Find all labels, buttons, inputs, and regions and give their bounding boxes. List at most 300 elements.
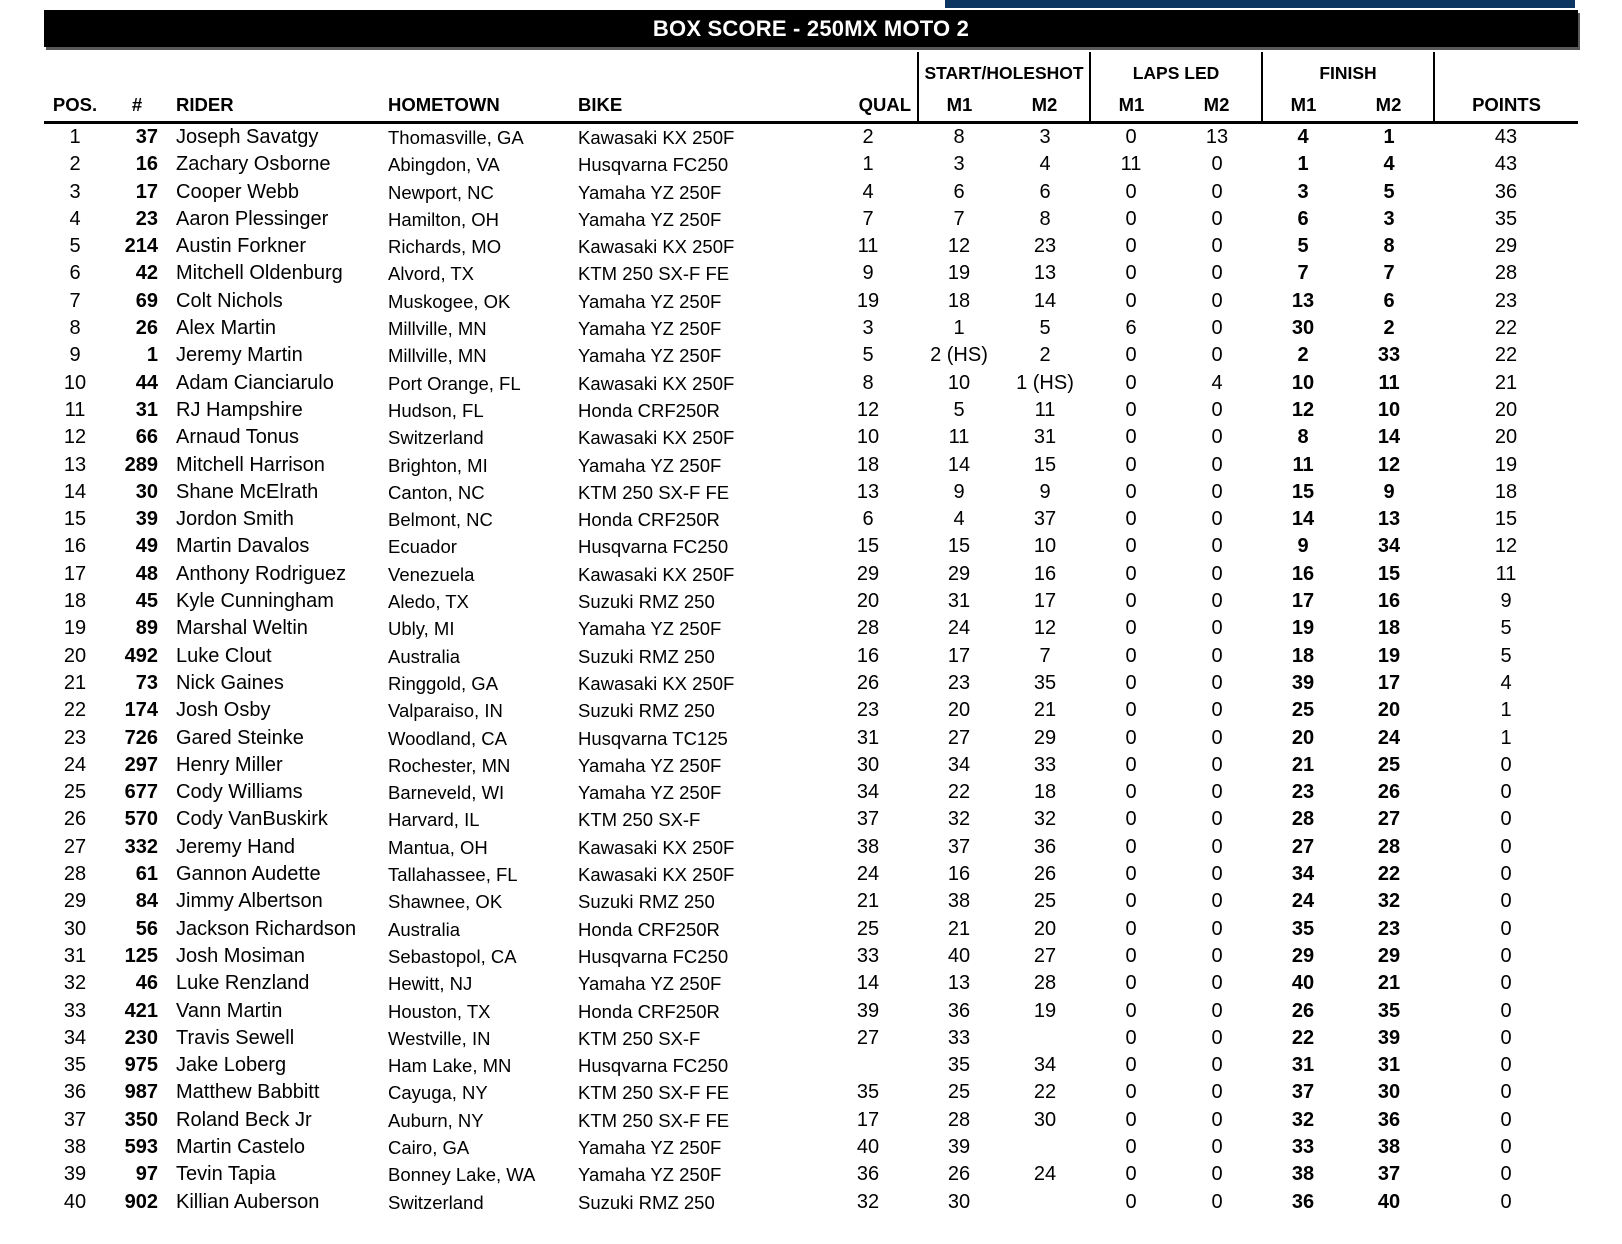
cell-pos: 36 <box>63 1081 87 1104</box>
table-row <box>44 1161 1578 1188</box>
cell-rider: Matthew Babbitt <box>176 1081 320 1104</box>
cell-number: 73 <box>135 671 158 694</box>
cell-finish-m1: 11 <box>1292 453 1314 476</box>
cell-rider: Jeremy Martin <box>176 344 303 367</box>
cell-hometown: Richards, MO <box>388 236 502 258</box>
cell-bike: Husqvarna FC250 <box>578 1055 729 1077</box>
cell-laps-m2: 0 <box>1211 426 1223 449</box>
page-title: BOX SCORE - 250MX MOTO 2 <box>652 15 970 41</box>
cell-laps-m2: 0 <box>1211 480 1223 503</box>
cell-hometown: Westville, IN <box>388 1027 491 1049</box>
cell-hometown: Cairo, GA <box>388 1136 470 1158</box>
cell-bike: Husqvarna FC250 <box>578 945 729 967</box>
cell-finish-m1: 4 <box>1297 126 1309 148</box>
cell-laps-m2: 0 <box>1211 1108 1223 1131</box>
cell-laps-m1: 0 <box>1125 726 1137 749</box>
cell-pos: 24 <box>63 753 87 776</box>
table-row <box>44 397 1578 424</box>
table-row <box>44 151 1578 178</box>
cell-bike: Suzuki RMZ 250 <box>578 591 715 613</box>
cell-laps-m2: 0 <box>1211 180 1223 203</box>
cell-bike: Suzuki RMZ 250 <box>578 891 715 913</box>
cell-rider: Mitchell Oldenburg <box>176 262 343 285</box>
cell-number: 30 <box>135 480 158 503</box>
cell-laps-m2: 0 <box>1211 562 1223 585</box>
cell-start-m2: 10 <box>1033 535 1057 558</box>
cell-laps-m1: 0 <box>1125 180 1137 203</box>
cell-bike: Yamaha YZ 250F <box>578 1164 722 1186</box>
cell-finish-m2: 6 <box>1383 289 1395 312</box>
cell-finish-m1: 10 <box>1291 371 1315 394</box>
cell-points: 43 <box>1494 153 1518 176</box>
cell-start-m2: 13 <box>1033 262 1057 285</box>
cell-hometown: Australia <box>388 645 460 667</box>
cell-points: 20 <box>1494 426 1518 449</box>
cell-number: 174 <box>124 699 158 722</box>
cell-finish-m1: 15 <box>1291 480 1315 503</box>
cell-qual: 6 <box>862 508 874 531</box>
cell-finish-m1: 8 <box>1297 426 1309 449</box>
cell-number: 84 <box>135 890 158 913</box>
cell-laps-m1: 0 <box>1125 1081 1137 1104</box>
cell-finish-m2: 1 <box>1383 126 1395 148</box>
cell-start-m2: 17 <box>1033 590 1057 613</box>
cell-hometown: Aledo, TX <box>388 591 469 613</box>
cell-start-m1: 17 <box>947 644 971 667</box>
cell-start-m2: 25 <box>1033 890 1057 913</box>
table-head <box>44 52 1578 123</box>
cell-bike: Honda CRF250R <box>578 1000 720 1022</box>
cell-points: 0 <box>1500 890 1512 913</box>
cell-pos: 27 <box>63 835 87 858</box>
cell-pos: 23 <box>63 726 87 749</box>
cell-start-m1: 36 <box>947 999 971 1022</box>
cell-qual: 3 <box>862 317 874 340</box>
table-row <box>44 1025 1578 1052</box>
cell-hometown: Harvard, IL <box>388 809 480 831</box>
top-accent-strip <box>945 0 1575 8</box>
table-row <box>44 1107 1578 1134</box>
cell-finish-m2: 27 <box>1377 808 1401 831</box>
cell-laps-m1: 0 <box>1125 235 1137 258</box>
cell-finish-m2: 34 <box>1377 535 1401 558</box>
cell-start-m2: 18 <box>1033 781 1057 804</box>
cell-hometown: Bonney Lake, WA <box>388 1164 536 1186</box>
cell-laps-m1: 0 <box>1125 289 1137 312</box>
cell-laps-m2: 13 <box>1205 126 1229 148</box>
cell-pos: 13 <box>63 453 87 476</box>
table-row <box>44 424 1578 451</box>
cell-number: 492 <box>124 644 158 667</box>
cell-qual: 35 <box>856 1081 880 1104</box>
cell-hometown: Rochester, MN <box>388 754 511 776</box>
cell-start-m1: 27 <box>947 726 971 749</box>
cell-bike: KTM 250 SX-F FE <box>578 481 730 503</box>
cell-laps-m1: 0 <box>1125 508 1137 531</box>
cell-hometown: Hudson, FL <box>388 399 484 421</box>
cell-finish-m1: 35 <box>1291 917 1315 940</box>
cell-finish-m2: 14 <box>1377 426 1401 449</box>
cell-number: 421 <box>124 999 158 1022</box>
cell-qual: 9 <box>862 262 874 285</box>
cell-bike: Honda CRF250R <box>578 399 720 421</box>
cell-rider: Josh Osby <box>176 699 271 722</box>
cell-number: 570 <box>124 808 158 831</box>
cell-finish-m2: 5 <box>1383 180 1395 203</box>
cell-hometown: Cayuga, NY <box>388 1082 488 1104</box>
cell-rider: Jake Loberg <box>176 1054 287 1077</box>
cell-finish-m2: 10 <box>1377 398 1401 421</box>
cell-laps-m1: 0 <box>1125 917 1137 940</box>
cell-laps-m1: 0 <box>1125 890 1137 913</box>
cell-number: 48 <box>135 562 158 585</box>
cell-points: 0 <box>1500 999 1512 1022</box>
cell-finish-m1: 2 <box>1297 344 1309 367</box>
cell-qual: 10 <box>856 426 880 449</box>
cell-number: 17 <box>135 180 158 203</box>
cell-points: 0 <box>1500 1135 1512 1158</box>
cell-start-m2: 37 <box>1033 508 1057 531</box>
table-row <box>44 1134 1578 1161</box>
cell-hometown: Valparaiso, IN <box>388 700 503 722</box>
cell-points: 18 <box>1494 480 1518 503</box>
cell-pos: 38 <box>63 1135 87 1158</box>
cell-start-m1: 20 <box>947 699 971 722</box>
cell-laps-m2: 4 <box>1211 371 1223 394</box>
cell-pos: 11 <box>64 398 86 421</box>
table-row <box>44 370 1578 397</box>
cell-rider: Josh Mosiman <box>176 944 305 967</box>
cell-number: 289 <box>124 453 158 476</box>
cell-qual: 36 <box>856 1163 880 1186</box>
cell-qual: 26 <box>856 671 880 694</box>
cell-points: 0 <box>1500 863 1512 886</box>
cell-points: 4 <box>1500 671 1512 694</box>
cell-rider: Adam Cianciarulo <box>176 371 334 394</box>
cell-points: 0 <box>1500 944 1512 967</box>
cell-hometown: Abingdon, VA <box>388 154 500 176</box>
group-spacer-bike <box>578 52 818 86</box>
cell-bike: Suzuki RMZ 250 <box>578 645 715 667</box>
cell-laps-m1: 0 <box>1125 398 1137 421</box>
cell-bike: Yamaha YZ 250F <box>578 973 722 995</box>
column-header-laps-m2: M2 <box>1172 86 1262 123</box>
cell-start-m2: 28 <box>1033 972 1057 995</box>
cell-start-m1: 2 (HS) <box>930 344 988 367</box>
cell-pos: 33 <box>63 999 87 1022</box>
cell-qual: 29 <box>856 562 880 585</box>
cell-start-m2: 33 <box>1033 753 1057 776</box>
cell-points: 0 <box>1500 1054 1512 1077</box>
cell-rider: Aaron Plessinger <box>176 207 329 230</box>
cell-start-m2: 5 <box>1039 317 1051 340</box>
cell-start-m1: 31 <box>947 590 971 613</box>
cell-finish-m2: 17 <box>1377 671 1401 694</box>
cell-bike: Kawasaki KX 250F <box>578 864 735 886</box>
cell-pos: 31 <box>63 944 87 967</box>
cell-start-m1: 24 <box>947 617 971 640</box>
cell-finish-m1: 31 <box>1291 1054 1315 1077</box>
table-row <box>44 533 1578 560</box>
cell-number: 593 <box>124 1135 158 1158</box>
cell-laps-m1: 0 <box>1125 1108 1137 1131</box>
cell-qual: 27 <box>856 1026 880 1049</box>
cell-start-m2: 2 <box>1039 344 1051 367</box>
cell-start-m1: 18 <box>947 289 971 312</box>
cell-finish-m1: 39 <box>1291 671 1315 694</box>
cell-qual: 21 <box>856 890 880 913</box>
cell-pos: 16 <box>63 535 87 558</box>
cell-finish-m2: 2 <box>1383 317 1395 340</box>
cell-start-m2 <box>1000 1189 1090 1216</box>
table-row <box>44 233 1578 260</box>
cell-finish-m1: 18 <box>1291 644 1315 667</box>
cell-laps-m2: 0 <box>1211 1054 1223 1077</box>
table-row <box>44 342 1578 369</box>
cell-laps-m1: 0 <box>1125 426 1137 449</box>
cell-number: 31 <box>135 398 158 421</box>
cell-points: 1 <box>1500 726 1512 749</box>
cell-laps-m1: 0 <box>1125 1026 1137 1049</box>
cell-bike: Kawasaki KX 250F <box>578 372 735 394</box>
table-row <box>44 315 1578 342</box>
cell-qual: 38 <box>856 835 880 858</box>
cell-finish-m1: 9 <box>1297 535 1309 558</box>
cell-finish-m1: 29 <box>1291 944 1315 967</box>
cell-start-m1: 10 <box>947 371 971 394</box>
cell-finish-m2: 18 <box>1377 617 1401 640</box>
cell-laps-m2: 0 <box>1211 398 1223 421</box>
cell-rider: Henry Miller <box>176 753 283 776</box>
cell-rider: Jeremy Hand <box>176 835 295 858</box>
table-body <box>44 123 1578 1216</box>
table-row <box>44 643 1578 670</box>
cell-finish-m2: 32 <box>1377 890 1401 913</box>
cell-start-m1: 40 <box>947 944 971 967</box>
cell-laps-m1: 0 <box>1125 535 1137 558</box>
cell-qual: 12 <box>856 398 880 421</box>
cell-start-m1: 28 <box>947 1108 971 1131</box>
cell-rider: Martin Castelo <box>176 1135 305 1158</box>
cell-start-m1: 11 <box>948 426 970 449</box>
cell-hometown: Australia <box>388 918 460 940</box>
cell-finish-m2: 38 <box>1377 1135 1401 1158</box>
cell-finish-m2: 8 <box>1383 235 1395 258</box>
cell-laps-m2: 0 <box>1211 944 1223 967</box>
cell-hometown: Switzerland <box>388 427 484 449</box>
cell-laps-m2: 0 <box>1211 317 1223 340</box>
cell-start-m1: 6 <box>953 180 965 203</box>
cell-finish-m2: 4 <box>1383 153 1395 176</box>
cell-start-m2: 22 <box>1033 1081 1057 1104</box>
group-header-row <box>44 52 1578 86</box>
cell-laps-m1: 0 <box>1125 1135 1137 1158</box>
column-header-rider: RIDER <box>168 86 388 123</box>
cell-finish-m2: 20 <box>1377 699 1401 722</box>
cell-laps-m2: 0 <box>1211 1163 1223 1186</box>
cell-points: 11 <box>1495 562 1517 585</box>
cell-laps-m2: 0 <box>1211 453 1223 476</box>
cell-finish-m2: 33 <box>1377 344 1401 367</box>
table-row <box>44 506 1578 533</box>
column-header-finish-m1: M1 <box>1262 86 1344 123</box>
cell-laps-m1: 0 <box>1125 590 1137 613</box>
cell-finish-m1: 21 <box>1291 753 1315 776</box>
cell-rider: Marshal Weltin <box>176 617 308 640</box>
cell-qual: 13 <box>856 480 880 503</box>
cell-rider: Alex Martin <box>176 317 277 340</box>
cell-rider: Killian Auberson <box>176 1190 320 1213</box>
cell-finish-m1: 3 <box>1297 180 1309 203</box>
cell-hometown: Barneveld, WI <box>388 782 505 804</box>
cell-rider: Jackson Richardson <box>176 917 357 940</box>
cell-number: 44 <box>135 371 158 394</box>
cell-bike: Yamaha YZ 250F <box>578 618 722 640</box>
table-row <box>44 561 1578 588</box>
cell-laps-m2: 0 <box>1211 753 1223 776</box>
cell-start-m2: 21 <box>1033 699 1057 722</box>
cell-pos: 8 <box>69 317 81 340</box>
cell-finish-m1: 19 <box>1291 617 1315 640</box>
cell-rider: Roland Beck Jr <box>176 1108 312 1131</box>
cell-bike: Kawasaki KX 250F <box>578 563 735 585</box>
table-row <box>44 670 1578 697</box>
cell-points: 28 <box>1494 262 1518 285</box>
cell-laps-m1: 0 <box>1125 863 1137 886</box>
cell-start-m2: 27 <box>1033 944 1057 967</box>
cell-hometown: Mantua, OH <box>388 836 488 858</box>
cell-points: 0 <box>1500 972 1512 995</box>
cell-qual: 24 <box>856 863 880 886</box>
cell-number: 49 <box>135 535 158 558</box>
table-row <box>44 697 1578 724</box>
table-row <box>44 834 1578 861</box>
cell-qual: 2 <box>862 126 874 148</box>
cell-rider: Tevin Tapia <box>176 1163 276 1186</box>
cell-points: 12 <box>1494 535 1518 558</box>
cell-laps-m2: 0 <box>1211 207 1223 230</box>
cell-hometown: Millville, MN <box>388 318 487 340</box>
cell-start-m2 <box>1000 1134 1090 1161</box>
cell-number: 16 <box>135 153 158 176</box>
cell-start-m2: 23 <box>1033 235 1057 258</box>
cell-pos: 14 <box>63 480 87 503</box>
cell-start-m2: 8 <box>1039 207 1051 230</box>
cell-laps-m1: 0 <box>1125 1163 1137 1186</box>
cell-points: 0 <box>1500 1190 1512 1213</box>
cell-points: 0 <box>1500 835 1512 858</box>
cell-finish-m1: 12 <box>1291 398 1315 421</box>
cell-rider: Anthony Rodriguez <box>176 562 347 585</box>
cell-start-m1: 30 <box>947 1190 971 1213</box>
cell-rider: Martin Davalos <box>176 535 310 558</box>
cell-finish-m1: 28 <box>1291 808 1315 831</box>
cell-hometown: Ham Lake, MN <box>388 1055 512 1077</box>
cell-qual: 8 <box>862 371 874 394</box>
cell-start-m1: 15 <box>947 535 971 558</box>
cell-finish-m2: 40 <box>1377 1190 1401 1213</box>
cell-qual: 18 <box>856 453 880 476</box>
cell-points: 0 <box>1500 917 1512 940</box>
column-header-pos: POS. <box>44 86 106 123</box>
cell-qual: 1 <box>862 153 874 176</box>
cell-laps-m1: 0 <box>1125 344 1137 367</box>
cell-laps-m2: 0 <box>1211 1135 1223 1158</box>
cell-start-m1: 8 <box>953 126 965 148</box>
cell-rider: Cody VanBuskirk <box>176 808 328 831</box>
cell-start-m1: 32 <box>947 808 971 831</box>
cell-pos: 20 <box>63 644 87 667</box>
cell-pos: 30 <box>63 917 87 940</box>
cell-points: 0 <box>1500 753 1512 776</box>
cell-start-m2: 6 <box>1039 180 1051 203</box>
cell-laps-m1: 0 <box>1125 371 1137 394</box>
cell-finish-m1: 13 <box>1291 289 1315 312</box>
cell-hometown: Belmont, NC <box>388 509 493 531</box>
cell-pos: 40 <box>63 1190 87 1213</box>
cell-start-m2: 11 <box>1034 398 1056 421</box>
table-row <box>44 1079 1578 1106</box>
cell-hometown: Thomasville, GA <box>388 127 524 148</box>
table-row <box>44 260 1578 287</box>
cell-qual: 28 <box>856 617 880 640</box>
table-row <box>44 752 1578 779</box>
cell-number: 677 <box>124 781 158 804</box>
cell-finish-m1: 23 <box>1291 781 1315 804</box>
cell-start-m1: 4 <box>953 508 965 531</box>
cell-points: 0 <box>1500 1108 1512 1131</box>
cell-hometown: Newport, NC <box>388 181 494 203</box>
cell-rider: Joseph Savatgy <box>176 126 319 148</box>
cell-pos: 17 <box>63 562 87 585</box>
cell-laps-m1: 0 <box>1125 644 1137 667</box>
cell-bike: Kawasaki KX 250F <box>578 836 735 858</box>
cell-start-m1: 5 <box>953 398 965 421</box>
cell-number: 61 <box>135 863 158 886</box>
cell-laps-m1: 0 <box>1125 207 1137 230</box>
cell-finish-m1: 40 <box>1291 972 1315 995</box>
group-header-laps-led: LAPS LED <box>1090 52 1262 86</box>
cell-start-m2: 34 <box>1033 1054 1057 1077</box>
table-row <box>44 123 1578 152</box>
cell-points: 21 <box>1494 371 1518 394</box>
cell-finish-m1: 7 <box>1297 262 1309 285</box>
cell-laps-m1: 0 <box>1125 126 1137 148</box>
cell-laps-m2: 0 <box>1211 726 1223 749</box>
cell-number: 230 <box>124 1026 158 1049</box>
cell-number: 975 <box>124 1054 158 1077</box>
cell-finish-m1: 14 <box>1291 508 1315 531</box>
cell-hometown: Millville, MN <box>388 345 487 367</box>
cell-qual: 5 <box>862 344 874 367</box>
cell-number: 350 <box>124 1108 158 1131</box>
cell-start-m1: 29 <box>947 562 971 585</box>
cell-finish-m2: 37 <box>1377 1163 1401 1186</box>
cell-start-m1: 16 <box>947 863 971 886</box>
cell-start-m2: 32 <box>1033 808 1057 831</box>
cell-laps-m2: 0 <box>1211 1190 1223 1213</box>
cell-bike: KTM 250 SX-F <box>578 1027 701 1049</box>
cell-points: 0 <box>1500 1163 1512 1186</box>
cell-laps-m2: 0 <box>1211 999 1223 1022</box>
cell-bike: Kawasaki KX 250F <box>578 127 735 148</box>
table-row <box>44 998 1578 1025</box>
cell-start-m1: 38 <box>947 890 971 913</box>
cell-laps-m2: 0 <box>1211 644 1223 667</box>
table-row <box>44 916 1578 943</box>
cell-bike: KTM 250 SX-F FE <box>578 1082 730 1104</box>
cell-number: 297 <box>124 753 158 776</box>
